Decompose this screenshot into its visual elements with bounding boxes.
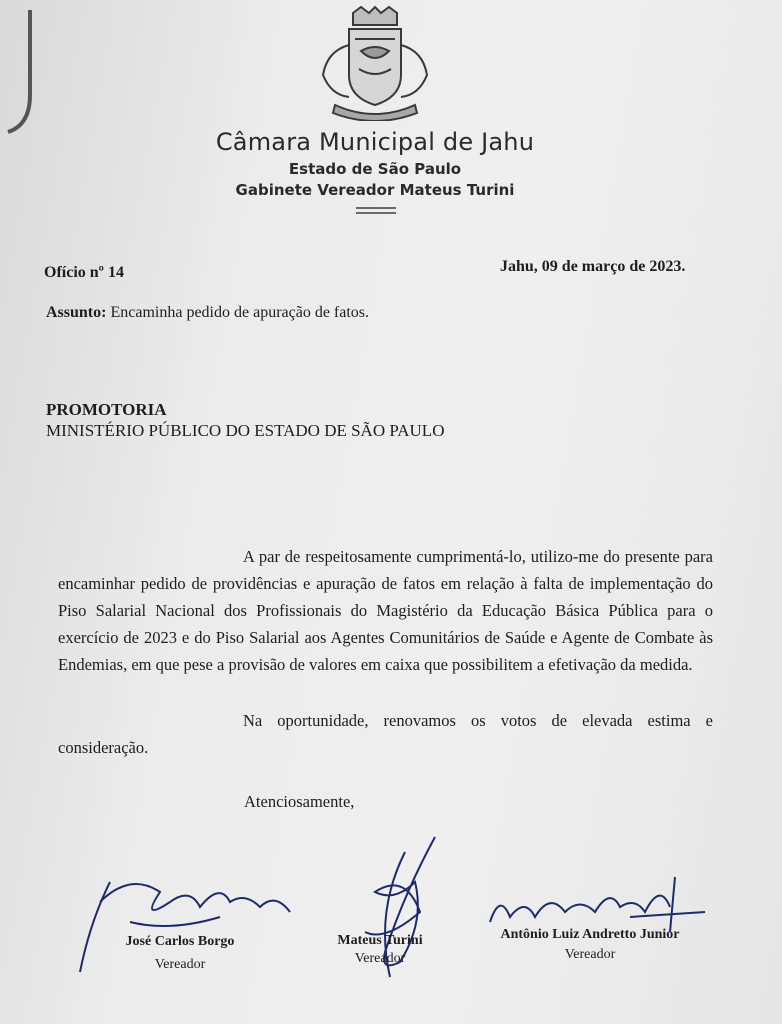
- closing: Atenciosamente,: [244, 792, 355, 811]
- office-name: Gabinete Vereador Mateus Turini: [235, 181, 515, 199]
- recipient-line-1: PROMOTORIA: [46, 400, 167, 419]
- state-name: Estado de São Paulo: [288, 160, 462, 178]
- subject-line: [46, 304, 369, 322]
- header-divider: [356, 212, 396, 214]
- institution-name: Câmara Municipal de Jahu: [215, 128, 535, 156]
- signature-role: Vereador: [354, 951, 406, 966]
- signature-role: Vereador: [564, 947, 616, 962]
- signature-name: Mateus Turini: [337, 933, 423, 948]
- letter-date: Jahu, 09 de março de 2023.: [500, 258, 686, 275]
- coat-of-arms-icon: [305, 5, 445, 121]
- signature-name: Antônio Luiz Andretto Junior: [500, 927, 680, 942]
- subject-label: Assunto:: [46, 304, 107, 321]
- body-paragraph-2: Na oportunidade, renovamos os votos de elevada estima e consideração.: [58, 711, 713, 757]
- subject-text: Encaminha pedido de apuração de fatos.: [110, 304, 370, 321]
- body-paragraph-1: A par de respeitosamente cumprimentá-lo, utilizo-me do presente para encaminhar pedido de providências e apuração de fatos em relação à falta de implementação do Piso Salarial Nacional dos Profissionais do Magistério da Educação Básica Pública para o exercício de 2023 e do Piso Salarial aos Agentes Comunitários de Saúde e Agente de Combate às Endemias, em que pese a provisão de valores em caixa que possibilitem a efetivação da medida.: [58, 547, 713, 674]
- signature-name: José Carlos Borgo: [125, 934, 235, 949]
- letter-number: Ofício nº 14: [44, 264, 124, 281]
- recipient-line-2: MINISTÉRIO PÚBLICO DO ESTADO DE SÃO PAULO: [46, 421, 445, 440]
- header-divider: [356, 207, 396, 209]
- signature-role: Vereador: [154, 957, 206, 972]
